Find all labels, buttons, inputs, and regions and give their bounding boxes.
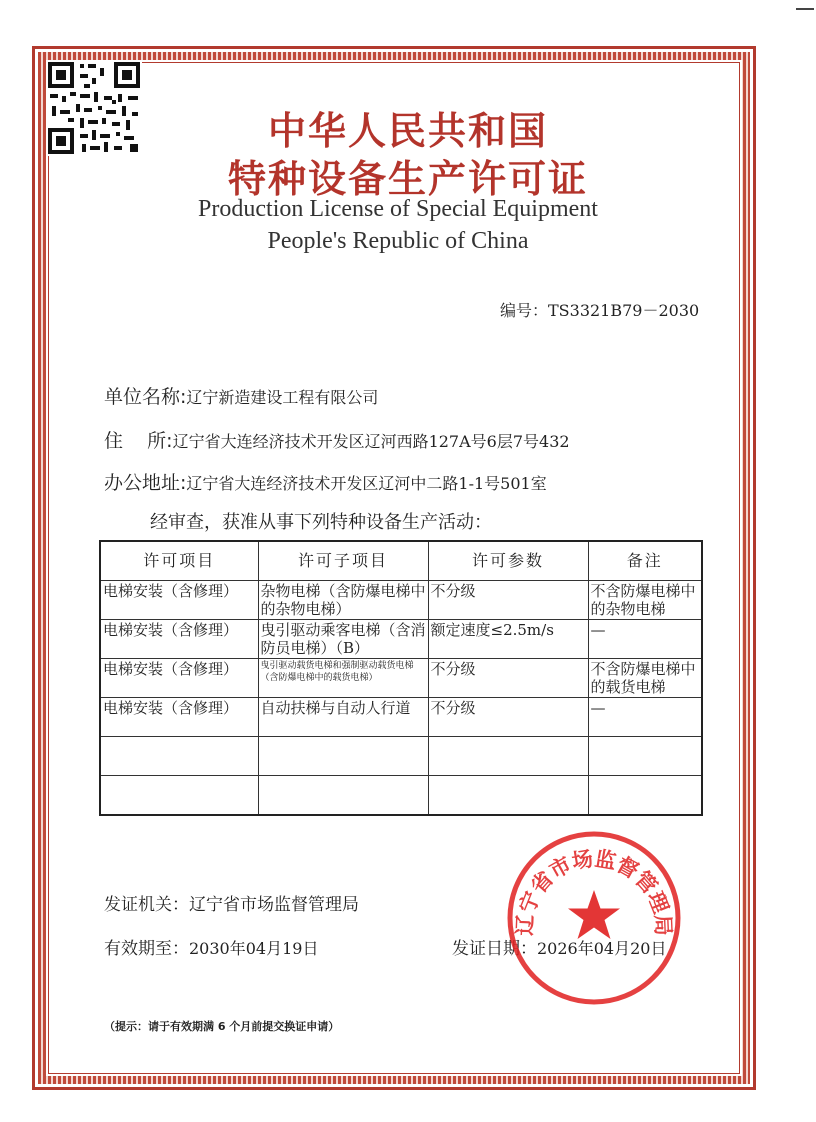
seal-text: 辽宁省市场监督管理局 (512, 846, 676, 937)
table-cell: 电梯安装（含修理） (100, 620, 258, 659)
title-en-line2: People's Republic of China (267, 228, 529, 254)
address-value: 辽宁省大连经济技术开发区辽河西路127A号6层7号432 (172, 432, 570, 451)
office-address-value: 辽宁省大连经济技术开发区辽河中二路1-1号501室 (186, 474, 547, 493)
license-table (99, 540, 703, 816)
title-en-line1: Production License of Special Equipment (198, 196, 598, 222)
title-cn-line2: 特种设备生产许可证 (227, 157, 588, 201)
table-cell: 不含防爆电梯中的载货电梯 (588, 659, 702, 698)
table-cell (588, 737, 702, 776)
table-header-row (100, 541, 702, 581)
table-cell (258, 776, 428, 816)
official-seal-stamp (504, 828, 684, 1008)
table-cell (428, 737, 588, 776)
issuing-authority (104, 890, 359, 915)
table-cell (258, 737, 428, 776)
table-cell: 不分级 (428, 698, 588, 737)
table-cell: 杂物电梯（含防爆电梯中的杂物电梯） (258, 581, 428, 620)
table-cell: — (588, 698, 702, 737)
office-address-field (104, 468, 547, 495)
unit-name-label: 单位名称: (104, 386, 187, 408)
table-row (100, 581, 702, 620)
issuing-authority-value: 辽宁省市场监督管理局 (189, 895, 359, 915)
table-row (100, 737, 702, 776)
table-header-cell: 许可项目 (100, 541, 258, 581)
validity-label: 有效期至： (104, 939, 189, 959)
table-cell (588, 776, 702, 816)
table-cell (428, 776, 588, 816)
validity-date (104, 934, 318, 959)
table-cell: 不分级 (428, 581, 588, 620)
issue-date-value: 2026年04月20日 (537, 939, 667, 958)
table-row (100, 698, 702, 737)
star-icon (568, 890, 620, 939)
validity-value: 2030年04月19日 (189, 939, 319, 958)
table-cell: 电梯安装（含修理） (100, 659, 258, 698)
table-cell: 电梯安装（含修理） (100, 581, 258, 620)
table-cell: 电梯安装（含修理） (100, 698, 258, 737)
unit-name-value: 辽宁新造建设工程有限公司 (186, 388, 379, 407)
unit-name-field (104, 382, 378, 409)
table-cell: 曳引驱动乘客电梯（含消防员电梯）（B） (258, 620, 428, 659)
table-cell (100, 776, 258, 816)
address-label: 住 所: (104, 430, 173, 452)
table-row (100, 776, 702, 816)
corner-dash (796, 8, 814, 10)
approval-statement: 经审查，获准从事下列特种设备生产活动： (150, 512, 492, 533)
license-serial-number: 编号：TS3321B79－2030 (500, 301, 700, 320)
table-header-cell: 备注 (588, 541, 702, 581)
table-row (100, 620, 702, 659)
table-cell: 不含防爆电梯中的杂物电梯 (588, 581, 702, 620)
table-cell: — (588, 620, 702, 659)
issue-date-label: 发证日期： (452, 939, 537, 959)
table-cell: 曳引驱动载货电梯和强制驱动载货电梯（含防爆电梯中的载货电梯） (258, 659, 428, 698)
renewal-notice: （提示：请于有效期满 6 个月前提交换证申请） (104, 1020, 340, 1033)
title-cn-line1: 中华人民共和国 (267, 109, 548, 153)
table-cell (100, 737, 258, 776)
office-address-label: 办公地址: (104, 472, 187, 494)
issuing-authority-label: 发证机关： (104, 895, 189, 915)
table-cell: 不分级 (428, 659, 588, 698)
table-row (100, 659, 702, 698)
table-cell: 额定速度≤2.5m/s (428, 620, 588, 659)
table-cell: 自动扶梯与自动人行道 (258, 698, 428, 737)
table-header-cell: 许可子项目 (258, 541, 428, 581)
address-field (104, 426, 570, 453)
table-header-cell: 许可参数 (428, 541, 588, 581)
